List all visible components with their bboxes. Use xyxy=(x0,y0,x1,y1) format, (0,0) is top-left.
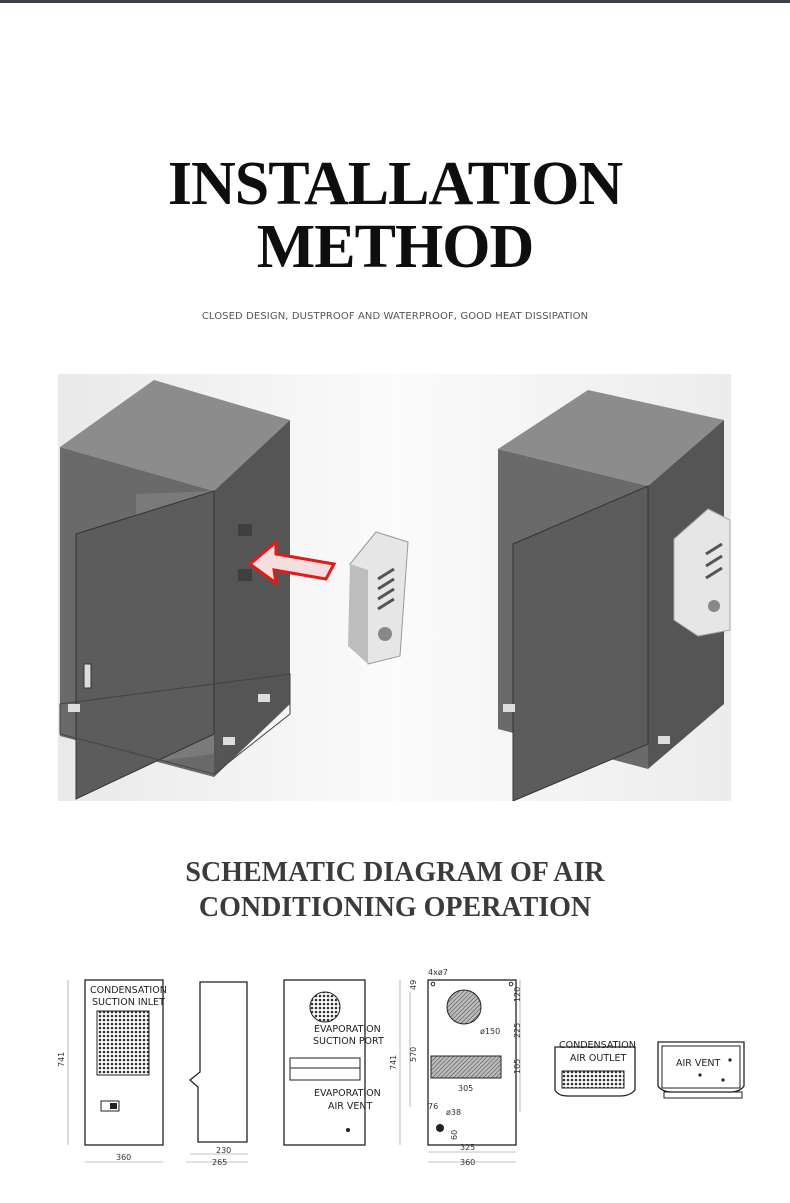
dim-seg-105: 105 xyxy=(513,1058,522,1074)
dim-rear-height: 741 xyxy=(389,1054,398,1070)
dim-front-height: 741 xyxy=(57,1051,66,1067)
dim-front-width: 360 xyxy=(116,1153,132,1162)
page-subtitle: CLOSED DESIGN, DUSTPROOF AND WATERPROOF, GOOD HEAT DISSIPATION xyxy=(201,311,589,322)
condensation-air-outlet-label-1: CONDENSATION xyxy=(559,1040,636,1051)
dim-grille-width: 305 xyxy=(458,1084,474,1093)
section-heading-line1: SCHEMATIC DIAGRAM OF AIR xyxy=(185,857,605,888)
schematic-diagram xyxy=(30,962,770,1172)
condensation-suction-inlet-label-2: SUCTION INLET xyxy=(92,997,165,1008)
installation-illustration xyxy=(58,374,731,801)
top-border xyxy=(0,0,790,3)
dim-rear-width: 360 xyxy=(460,1158,476,1167)
evaporation-air-vent-label-1: EVAPORATION xyxy=(314,1088,381,1099)
dim-top-margin: 49 xyxy=(409,979,418,990)
dim-fan-dia: ø150 xyxy=(480,1027,501,1036)
page-title-line2: METHOD xyxy=(256,213,534,281)
evaporation-air-vent-label-2: AIR VENT xyxy=(328,1101,373,1112)
dim-side-depth-top: 230 xyxy=(216,1146,232,1155)
dim-drain-dia: ø38 xyxy=(446,1108,462,1117)
page-title-line1: INSTALLATION xyxy=(167,150,623,218)
dim-seg-120: 120 xyxy=(513,986,522,1002)
dim-seg-225: 225 xyxy=(513,1022,522,1038)
evaporation-suction-port-label-1: EVAPORATION xyxy=(314,1024,381,1035)
dim-holes: 4xø7 xyxy=(428,968,448,977)
cabinet-left xyxy=(60,380,290,799)
air-vent-label: AIR VENT xyxy=(676,1058,721,1069)
dim-mount-height: 570 xyxy=(409,1046,418,1062)
condensation-air-outlet-label-2: AIR OUTLET xyxy=(570,1053,627,1064)
dim-offset-76: 76 xyxy=(428,1102,439,1111)
evaporation-suction-port-label-2: SUCTION PORT xyxy=(313,1036,384,1047)
dim-seg-60: 60 xyxy=(450,1129,459,1140)
dim-mount-width: 325 xyxy=(460,1143,476,1152)
condensation-suction-inlet-label-1: CONDENSATION xyxy=(90,985,167,996)
dim-side-depth-bottom: 265 xyxy=(212,1158,228,1167)
section-heading-line2: CONDITIONING OPERATION xyxy=(198,892,592,923)
